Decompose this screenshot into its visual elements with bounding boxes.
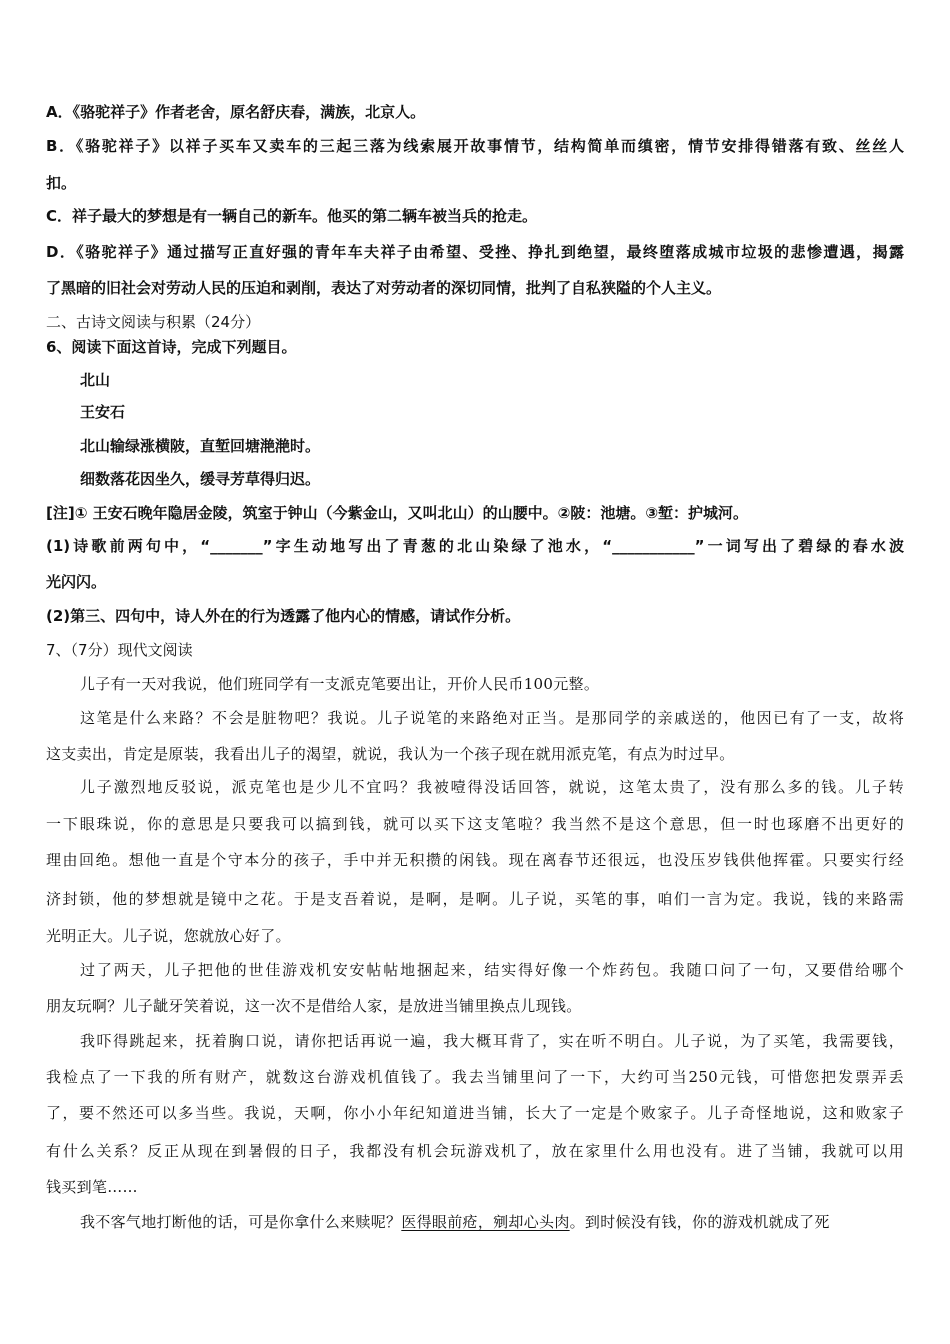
underlined-phrase: 医得眼前疮，剜却心头肉 xyxy=(401,1213,570,1231)
option-d-line1: D．《骆驼祥子》通过描写正直好强的青年车夫祥子由希望、受挫、挣扎到绝望，最终堕落成城市垃圾的悲惨遭遇，揭露 xyxy=(46,243,904,261)
paragraph-5-line5: 钱买到笔…… xyxy=(46,1178,138,1196)
poem-line-1: 北山输绿涨横陂，直堑回塘滟滟时。 xyxy=(80,437,321,455)
paragraph-3-line3: 理由回绝。想他一直是个守本分的孩子，手中并无积攒的闲钱。现在离春节还很远，也没压岁钱供他挥霍。只要实行经 xyxy=(46,851,904,869)
paragraph-6-line1 xyxy=(80,1212,830,1232)
poem-title: 北山 xyxy=(80,371,111,389)
question-6-sub1-line2: 光闪闪。 xyxy=(46,573,107,591)
paragraph-3-line5: 光明正大。儿子说，您就放心好了。 xyxy=(46,927,291,945)
paragraph-2-line2: 这支卖出，肯定是原装，我看出儿子的渴望，就说，我认为一个孩子现在就用派克笔，有点为时过早。 xyxy=(46,745,735,763)
poem-line-2: 细数落花因坐久，缓寻芳草得归迟。 xyxy=(80,470,321,488)
paragraph-5-line2: 我检点了一下我的所有财产，就数这台游戏机值钱了。我去当铺里问了一下，大约可当250元钱，可惜您把发票弄丢 xyxy=(46,1068,904,1086)
paragraph-4-line2: 朋友玩啊？儿子龇牙笑着说，这一次不是借给人家，是放进当铺里换点儿现钱。 xyxy=(46,997,582,1015)
question-7-heading: 7、（7分）现代文阅读 xyxy=(46,641,193,659)
question-6-prompt: 6、阅读下面这首诗，完成下列题目。 xyxy=(46,338,297,356)
paragraph-5-line4: 有什么关系？反正从现在到暑假的日子，我都没有机会玩游戏机了，放在家里什么用也没有。进了当铺，我就可以用 xyxy=(46,1142,904,1160)
poem-author: 王安石 xyxy=(80,403,126,421)
paragraph-1: 儿子有一天对我说，他们班同学有一支派克笔要出让，开价人民币100元整。 xyxy=(80,675,600,693)
paragraph-3-line1: 儿子激烈地反驳说，派克笔也是少儿不宜吗？我被噎得没话回答，就说，这笔太贵了，没有那么多的钱。儿子转 xyxy=(80,778,904,796)
option-c: C．祥子最大的梦想是有一辆自己的新车。他买的第二辆车被当兵的抢走。 xyxy=(46,207,538,225)
paragraph-2-line1: 这笔是什么来路？不会是脏物吧？我说。儿子说笔的来路绝对正当。是那同学的亲戚送的，他因已有了一支，故将 xyxy=(80,709,904,727)
paragraph-6-text-after: 。到时候没有钱，你的游戏机就成了死 xyxy=(569,1213,830,1231)
paragraph-4-line1: 过了两天，儿子把他的世佳游戏机安安帖帖地捆起来，结实得好像一个炸药包。我随口问了一句，又要借给哪个 xyxy=(80,961,904,979)
option-b-line2: 扣。 xyxy=(46,174,77,192)
question-6-sub1-line1: (1)诗歌前两句中，“_______”字生动地写出了青葱的北山染绿了池水，“___________”一词写出了碧绿的春水波 xyxy=(46,537,904,555)
option-a: A．《骆驼祥子》作者老舍，原名舒庆春，满族，北京人。 xyxy=(46,103,426,121)
paragraph-3-line4: 济封锁，他的梦想就是镜中之花。于是支吾着说，是啊，是啊。儿子说，买笔的事，咱们一言为定。我说，钱的来路需 xyxy=(46,890,904,908)
paragraph-6-text-before: 我不客气地打断他的话，可是你拿什么来赎呢？ xyxy=(80,1213,402,1231)
paragraph-5-line3: 了，要不然还可以多当些。我说，天啊，你小小年纪知道进当铺，长大了一定是个败家子。儿子奇怪地说，这和败家子 xyxy=(46,1104,904,1122)
question-6-sub2: (2)第三、四句中，诗人外在的行为透露了他内心的情感，请试作分析。 xyxy=(46,607,521,625)
section-heading: 二、古诗文阅读与积累（24分） xyxy=(46,313,261,331)
option-d-line2: 了黑暗的旧社会对劳动人民的压迫和剥削，表达了对劳动者的深切同情，批判了自私狭隘的个人主义。 xyxy=(46,279,722,297)
poem-note: [注]① 王安石晚年隐居金陵，筑室于钟山（今紫金山，又叫北山）的山腰中。②陂：池塘。③堑：护城河。 xyxy=(46,504,749,522)
option-b-line1: B．《骆驼祥子》以祥子买车又卖车的三起三落为线索展开故事情节，结构简单而缜密，情节安排得错落有致、丝丝人 xyxy=(46,137,904,155)
paragraph-3-line2: 一下眼珠说，你的意思是只要我可以搞到钱，就可以买下这支笔啦？我当然不是这个意思，但一时也琢磨不出更好的 xyxy=(46,815,904,833)
paragraph-5-line1: 我吓得跳起来，抚着胸口说，请你把话再说一遍，我大概耳背了，实在听不明白。儿子说，为了买笔，我需要钱， xyxy=(80,1032,904,1050)
